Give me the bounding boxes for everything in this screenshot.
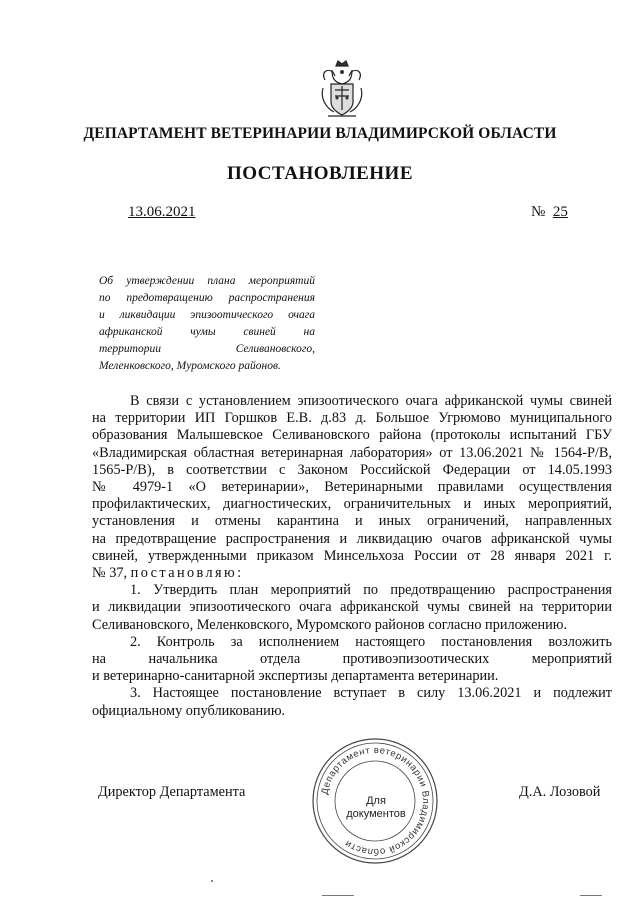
item-2-line: 2. Контроль за исполнением настоящего постановления возложить [130, 633, 612, 650]
stamp-center-line: документов [346, 808, 406, 820]
signatory-position: Директор Департамента [98, 784, 246, 800]
stamp-center-text [328, 795, 424, 821]
document-subject [99, 273, 315, 375]
decree-word: постановляю: [130, 565, 244, 582]
number-value: 25 [552, 204, 568, 220]
item-3-line: официальному опубликованию. [92, 702, 286, 719]
document-number [531, 204, 568, 221]
body-line: профилактических, диагностических, ограничительных и иных мероприятий, [92, 496, 612, 513]
item-2-line: и ветеринарно-санитарной экспертизы департамента ветеринарии. [92, 668, 499, 685]
body-line: 1565-Р/В), в соответствии с Законом Российской Федерации от 14.05.1993 [92, 461, 612, 478]
signatory-name: Д.А. Лозовой [519, 784, 601, 800]
body-line: В связи с установлением эпизоотического очага африканской чумы свиней [130, 393, 612, 409]
item-2-line: на начальника отдела противоэпизоотических мероприятий [92, 651, 612, 668]
coat-of-arms-emblem [318, 58, 366, 120]
document-body [92, 393, 612, 720]
subject-line: африканской чумы свиней на [99, 326, 315, 338]
stamp-center-line: Для [366, 795, 386, 807]
body-line: образования Малышевское Селивановского района (протоколы испытаний ГБУ [92, 427, 612, 444]
preamble-end: № 37, [92, 565, 128, 582]
item-1-line: и ликвидации эпизоотического очага африканской чумы свиней на территории [92, 599, 612, 616]
body-line: установления и отмены карантина и иных ограничений, направленных [92, 513, 612, 530]
subject-line: Меленковского, Муромского районов. [99, 360, 281, 372]
scan-mark [580, 895, 602, 896]
body-line [92, 565, 612, 582]
subject-line: Об утверждении плана мероприятий [99, 275, 315, 287]
number-prefix: № [531, 204, 546, 220]
item-1-line: Селивановского, Меленковского, Муромского районов согласно приложению. [92, 616, 568, 633]
subject-line: территории Селивановского, [99, 343, 315, 355]
stamp-ring-text: Департамент ветеринарии Владимирской области [319, 744, 432, 858]
document-date: 13.06.2021 [128, 204, 196, 220]
department-title: ДЕПАРТАМЕНТ ВЕТЕРИНАРИИ ВЛАДИМИРСКОЙ ОБЛАСТИ [83, 125, 557, 142]
body-line: на предотвращение распространения и ликвидацию очагов африканской чумы [92, 530, 612, 547]
body-line: свиней, утвержденными приказом Минсельхоза России от 28 января 2021 г. [92, 547, 612, 564]
scan-mark [322, 895, 354, 896]
subject-line: по предотвращению распространения [99, 292, 315, 304]
item-1-line: 1. Утвердить план мероприятий по предотвращению распространения [130, 582, 612, 599]
body-line: «Владимирская областная ветеринарная лаборатория» от 13.06.2021 № 1564-Р/В, [92, 444, 612, 461]
document-type-title: ПОСТАНОВЛЕНИЕ [226, 163, 414, 184]
body-line: на территории ИП Горшков Е.В. д.83 д. Большое Угрюмово муниципального [92, 410, 612, 427]
scan-dot [211, 880, 213, 882]
subject-line: и ликвидации эпизоотического очага [99, 309, 315, 321]
body-line: № 4979-1 «О ветеринарии», Ветеринарными правилами осуществления [92, 479, 612, 496]
item-3-line: 3. Настоящее постановление вступает в силу 13.06.2021 и подлежит [130, 685, 612, 702]
